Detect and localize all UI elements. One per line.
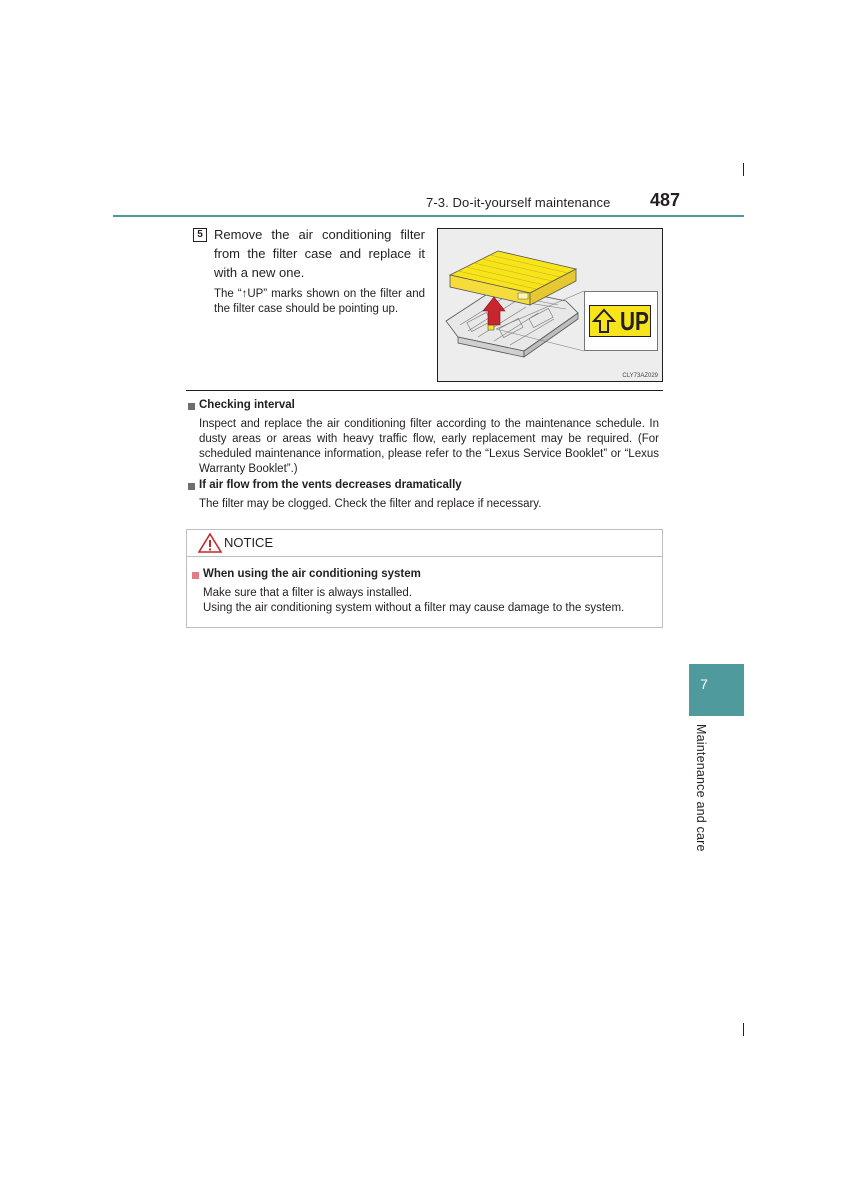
square-bullet-icon: [192, 572, 199, 579]
square-bullet-icon: [188, 403, 195, 410]
step-number-badge: 5: [193, 228, 207, 242]
step-note: The “↑UP” marks shown on the filter and the filter case should be pointing up.: [214, 288, 425, 315]
step-instruction: Remove the air conditioning filter from the filter case and replace it with a new one.: [214, 227, 425, 280]
up-mark-badge: [589, 305, 651, 337]
up-mark-label: UP: [620, 306, 649, 336]
up-mark-callout: [584, 291, 658, 351]
crop-mark-bottom: [743, 1023, 744, 1036]
section-divider: [186, 390, 663, 391]
square-bullet-icon: [188, 483, 195, 490]
figure-code: CLY73AZ029: [622, 373, 658, 379]
notice-line: Using the air conditioning system without a filter may cause damage to the system.: [203, 602, 625, 614]
filter-illustration: [437, 228, 663, 382]
page-number: 487: [650, 190, 681, 210]
checking-interval-text: Inspect and replace the air conditioning filter according to the maintenance schedule. In dusty areas or areas with heavy traffic flow, early replacement may be required. (For scheduled maintenance information, please refer to the “Lexus Service Booklet” or “Lexus Warranty Booklet”.): [199, 418, 659, 475]
notice-label: NOTICE: [224, 535, 274, 550]
air-flow-heading: If air flow from the vents decreases dramatically: [199, 479, 462, 491]
notice-box: [186, 529, 663, 628]
chapter-tab: [689, 664, 744, 716]
notice-header: [187, 530, 662, 557]
up-arrow-icon: [591, 306, 617, 336]
section-title: 7-3. Do-it-yourself maintenance: [426, 195, 611, 210]
crop-mark-top: [743, 163, 744, 176]
air-flow-text: The filter may be clogged. Check the filter and replace if necessary.: [199, 498, 542, 510]
chapter-label: Maintenance and care: [694, 724, 708, 852]
checking-interval-heading: Checking interval: [199, 399, 295, 411]
warning-triangle-icon: [198, 533, 222, 553]
notice-heading: When using the air conditioning system: [203, 568, 421, 580]
notice-line: Make sure that a filter is always installed.: [203, 587, 413, 599]
header-rule: [113, 215, 744, 217]
chapter-number: 7: [700, 676, 708, 692]
